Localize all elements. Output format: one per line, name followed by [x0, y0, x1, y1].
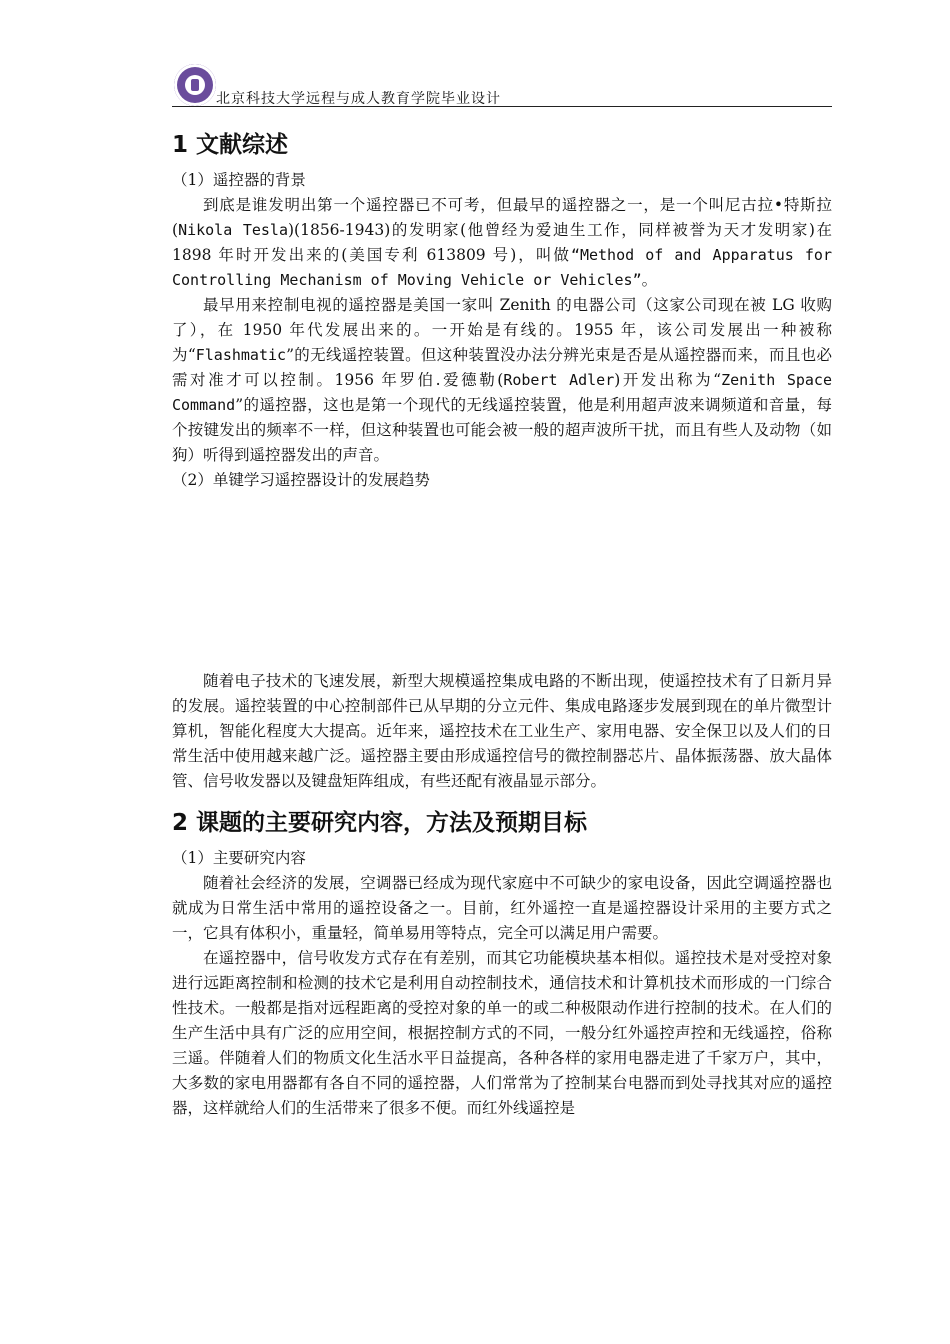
university-logo	[174, 64, 216, 106]
header-title: 北京科技大学远程与成人教育学院毕业设计	[216, 91, 501, 107]
section-2-paragraph-1: 随着社会经济的发展，空调器已经成为现代家庭中不可缺少的家电设备，因此空调遥控器也就成为日常生活中常用的遥控设备之一。目前，红外遥控一直是遥控器设计采用的主要方式之一，它具有体积小，重量轻，简单易用等特点，完全可以满足用户需要。	[172, 874, 832, 942]
section-2-heading: 2 课题的主要研究内容，方法及预期目标	[172, 810, 588, 836]
section-1-paragraph-1: 到底是谁发明出第一个遥控器已不可考，但最早的遥控器之一，是一个叫尼古拉•特斯拉(Nikola Tesla)(1856-1943)的发明家(他曾经为爱迪生工作，同样被誉为天才发明家)在 1898 年时开发出来的(美国专利 613809 号)，叫做“Method of and Apparatus for Controlling Mechanism of Moving Vehicle or Vehicles”。	[172, 196, 832, 289]
section-1-paragraph-3: 随着电子技术的飞速发展，新型大规模遥控集成电路的不断出现，使遥控技术有了日新月异的发展。遥控装置的中心控制部件已从早期的分立元件、集成电路逐步发展到现在的单片微型计算机，智能化程度大大提高。近年来，遥控技术在工业生产、家用电器、安全保卫以及人们的日常生活中使用越来越广泛。遥控器主要由形成遥控信号的微控制器芯片、晶体振荡器、放大晶体管、信号收发器以及键盘矩阵组成，有些还配有液晶显示部分。	[172, 672, 832, 790]
section-2-subheading-1: （1）主要研究内容	[172, 849, 306, 867]
section-1-subheading-1: （1）遥控器的背景	[172, 171, 306, 189]
page-header	[172, 62, 832, 108]
section-2-paragraph-2: 在遥控器中，信号收发方式存在有差别，而其它功能模块基本相似。遥控技术是对受控对象进行远距离控制和检测的技术它是利用自动控制技术，通信技术和计算机技术而形成的一门综合性技术。一般都是指对远程距离的受控对象的单一的或二种极限动作进行控制的技术。在人们的生产生活中具有广泛的应用空间，根据控制方式的不同，一般分红外遥控声控和无线遥控，俗称三遥。伴随着人们的物质文化生活水平日益提高，各种各样的家用电器走进了千家万户，其中，大多数的家电用器都有各自不同的遥控器，人们常常为了控制某台电器而到处寻找其对应的遥控器，这样就给人们的生活带来了很多不便。而红外线遥控是	[172, 949, 832, 1117]
section-1-subheading-2: （2）单键学习遥控器设计的发展趋势	[172, 471, 430, 489]
header-divider	[172, 106, 832, 107]
section-1-paragraph-2: 最早用来控制电视的遥控器是美国一家叫 Zenith 的电器公司（这家公司现在被 LG 收购了），在 1950 年代发展出来的。一开始是有线的。1955 年，该公司发展出一种被称为“Flashmatic”的无线遥控装置。但这种装置没办法分辨光束是否是从遥控器而来，而且也必需对准才可以控制。1956 年罗伯.爱德勒(Robert Adler)开发出称为“Zenith Space Command”的遥控器，这也是第一个现代的无线遥控装置，他是利用超声波来调频道和音量，每个按键发出的频率不一样，但这种装置也可能会被一般的超声波所干扰，而且有些人及动物（如狗）听得到遥控器发出的声音。	[172, 296, 832, 464]
blank-space	[172, 493, 832, 669]
document-body	[172, 126, 832, 1121]
section-1-heading: 1 文献综述	[172, 132, 289, 158]
